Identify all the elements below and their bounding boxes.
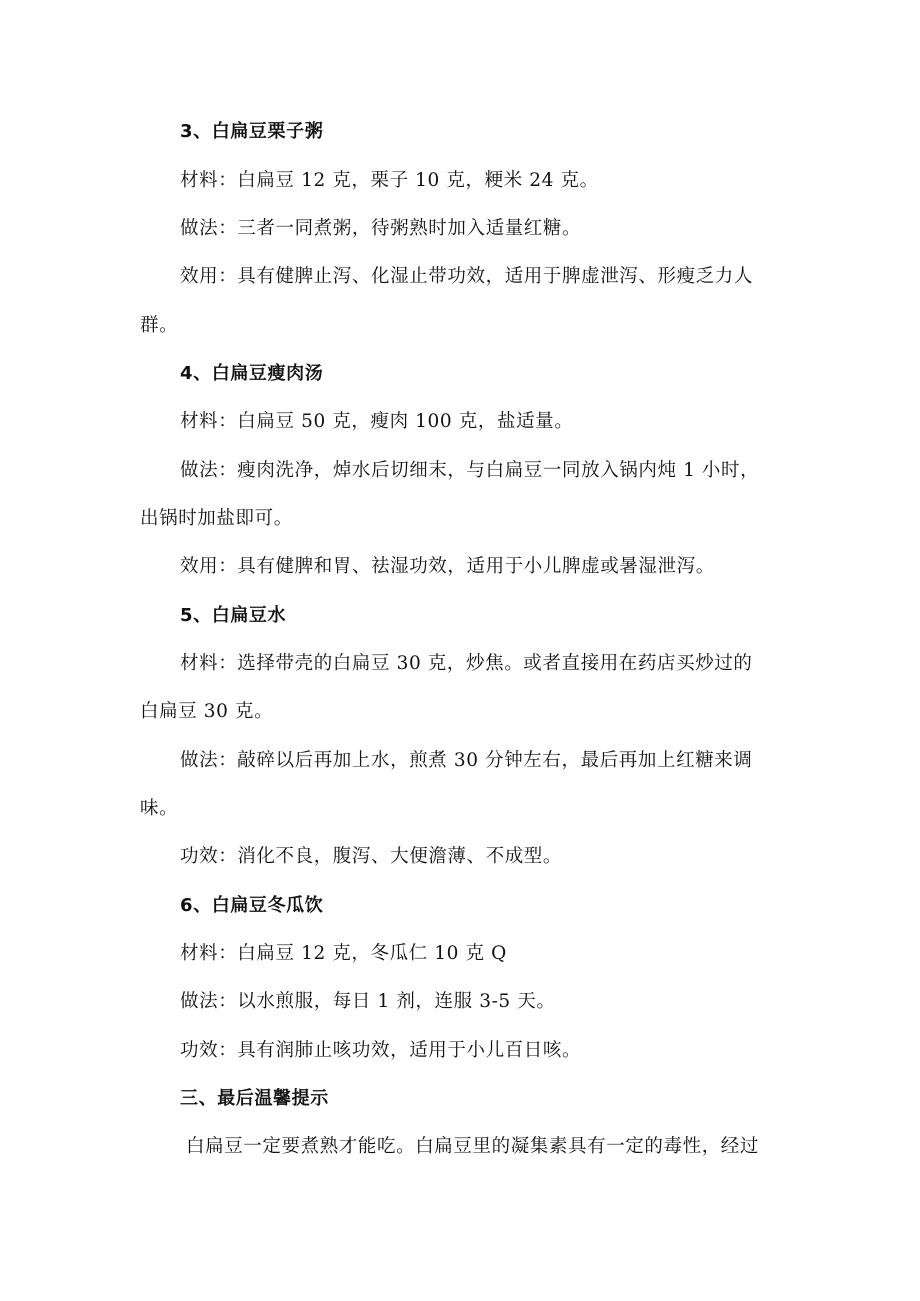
paragraph-line: 做法：三者一同煮粥，待粥熟时加入适量红糖。 bbox=[180, 218, 582, 239]
paragraph-line: 白扁豆一定要煮熟才能吃。白扁豆里的凝集素具有一定的毒性，经过 bbox=[186, 1136, 760, 1157]
paragraph-line: 材料：选择带壳的白扁豆 30 克，炒焦。或者直接用在药店买炒过的 bbox=[180, 653, 753, 674]
paragraph-line: 效用：具有健脾和胃、祛湿功效，适用于小儿脾虚或暑湿泄泻。 bbox=[180, 556, 715, 577]
paragraph-line: 材料：白扁豆 12 克，冬瓜仁 10 克 Q bbox=[180, 943, 507, 964]
paragraph-line: 味。 bbox=[140, 798, 179, 819]
paragraph-line: 材料：白扁豆 12 克，栗子 10 克，粳米 24 克。 bbox=[180, 170, 599, 191]
paragraph-line: 群。 bbox=[140, 315, 179, 336]
paragraph-line: 出锅时加盐即可。 bbox=[140, 508, 293, 529]
section-heading: 6、白扁豆冬瓜饮 bbox=[180, 895, 324, 916]
paragraph-line: 效用：具有健脾止泻、化湿止带功效，适用于脾虚泄泻、形瘦乏力人 bbox=[180, 266, 754, 287]
paragraph-line: 功效：具有润肺止咳功效，适用于小儿百日咳。 bbox=[180, 1040, 582, 1061]
section-heading: 三、最后温馨提示 bbox=[180, 1088, 329, 1109]
paragraph-line: 白扁豆 30 克。 bbox=[140, 701, 274, 722]
section-heading: 3、白扁豆栗子粥 bbox=[180, 121, 324, 142]
paragraph-line: 做法：以水煎服，每日 1 剂，连服 3-5 天。 bbox=[180, 991, 556, 1012]
section-heading: 5、白扁豆水 bbox=[180, 605, 287, 626]
paragraph-line: 功效：消化不良，腹泻、大便澹薄、不成型。 bbox=[180, 846, 563, 867]
section-heading: 4、白扁豆瘦肉汤 bbox=[180, 363, 324, 384]
paragraph-line: 材料：白扁豆 50 克，瘦肉 100 克，盐适量。 bbox=[180, 411, 574, 432]
paragraph-line: 做法：瘦肉洗净，焯水后切细末，与白扁豆一同放入锅内炖 1 小时， bbox=[180, 460, 760, 481]
paragraph-line: 做法：敲碎以后再加上水，煎煮 30 分钟左右，最后再加上红糖来调 bbox=[180, 750, 753, 771]
